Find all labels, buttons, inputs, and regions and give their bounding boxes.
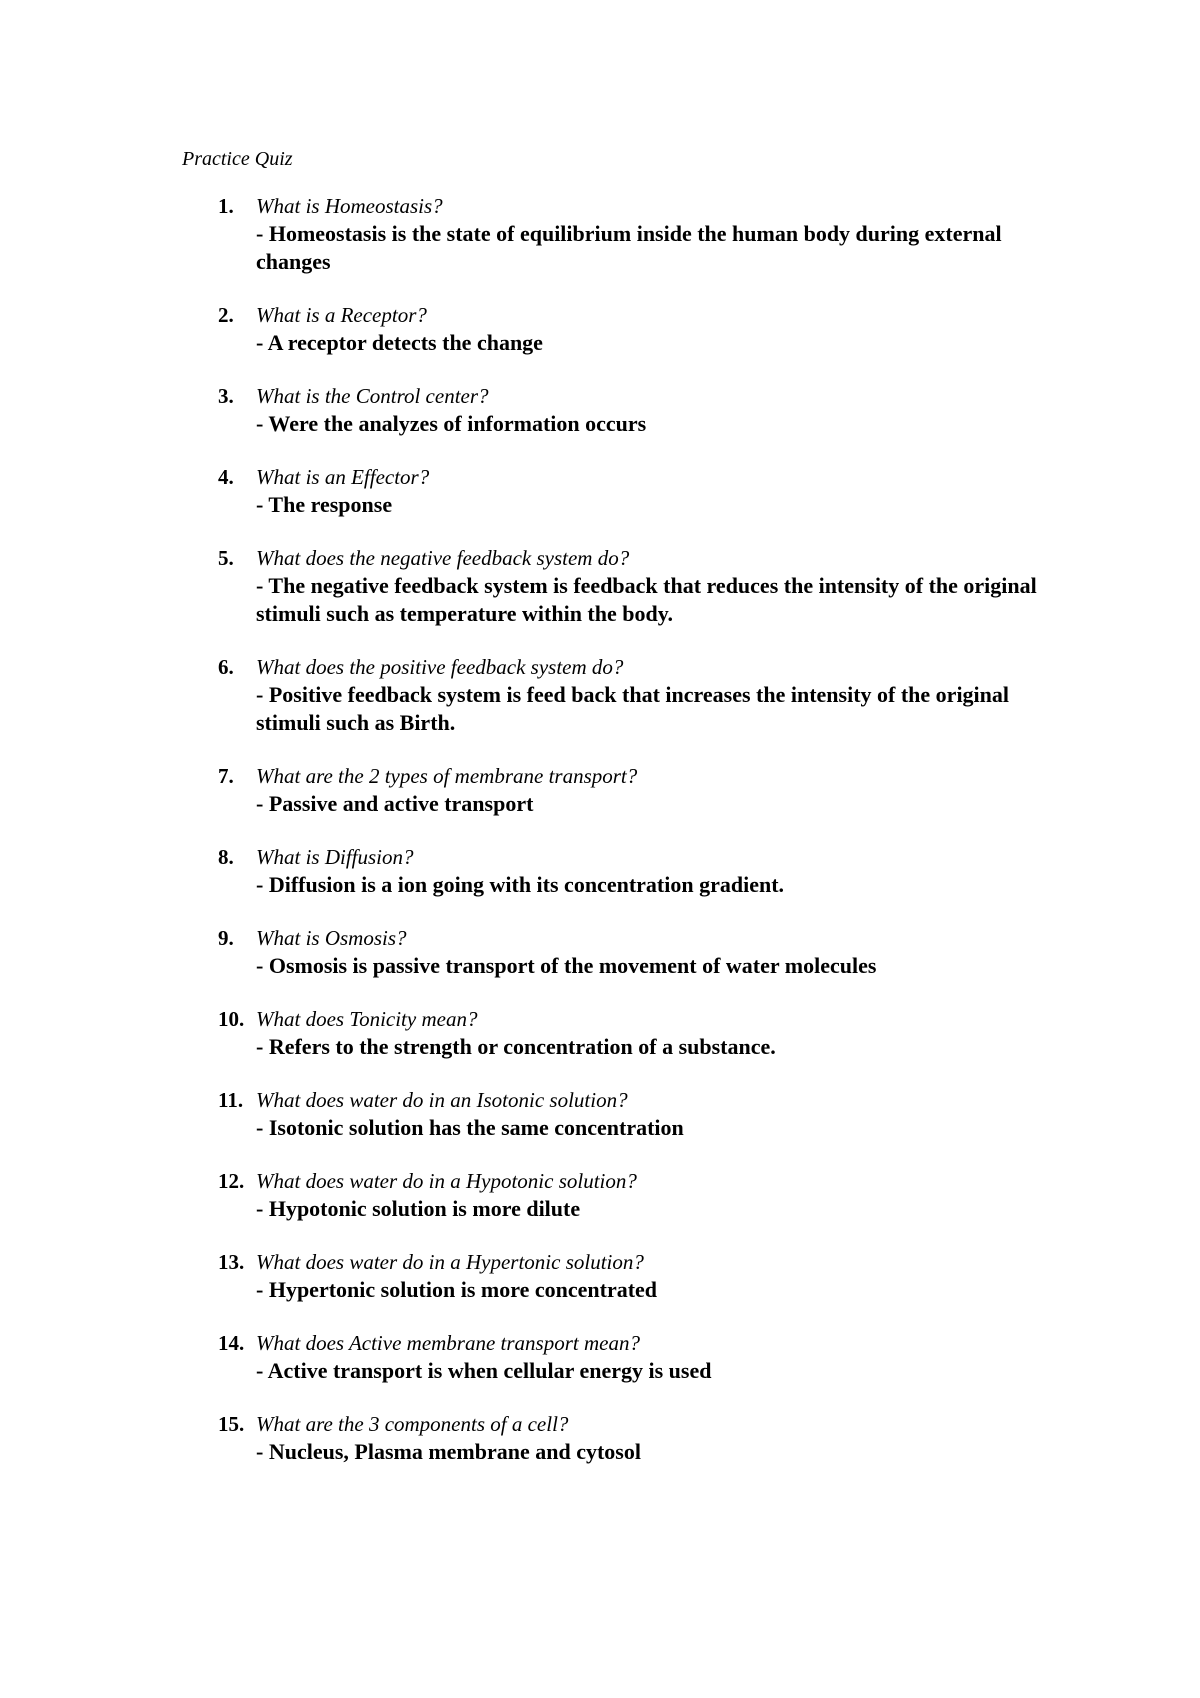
page-title: Practice Quiz <box>182 148 293 170</box>
question-number: 4. <box>218 465 234 489</box>
question-number: 10. <box>218 1007 245 1031</box>
question-text: What are the 2 types of membrane transport? <box>256 764 638 788</box>
question-text: What is Diffusion? <box>256 845 414 869</box>
quiz-item-2 <box>182 301 1042 357</box>
question-number: 11. <box>218 1088 244 1112</box>
question-text: What is an Effector? <box>256 465 430 489</box>
question-text: What is the Control center? <box>256 384 489 408</box>
answer-text: - Were the analyzes of information occurs <box>256 411 647 436</box>
quiz-item-14 <box>182 1329 1042 1385</box>
question-number: 2. <box>218 303 234 327</box>
quiz-item-10 <box>182 1005 1042 1061</box>
question-number: 12. <box>218 1169 245 1193</box>
question-text: What does water do in a Hypertonic solution? <box>256 1250 644 1274</box>
quiz-item-8 <box>182 843 1042 899</box>
question-text: What does the positive feedback system do? <box>256 655 624 679</box>
question-number: 3. <box>218 384 234 408</box>
answer-text: - Refers to the strength or concentration of a substance. <box>256 1034 776 1059</box>
quiz-item-13 <box>182 1248 1042 1304</box>
quiz-item-5 <box>182 544 1042 628</box>
answer-text: - The response <box>256 492 393 517</box>
quiz-item-15 <box>182 1410 1042 1466</box>
question-number: 1. <box>218 194 234 218</box>
answer-text: - Isotonic solution has the same concentration <box>256 1115 684 1140</box>
question-number: 8. <box>218 845 234 869</box>
quiz-item-4 <box>182 463 1042 519</box>
question-number: 14. <box>218 1331 245 1355</box>
quiz-item-9 <box>182 924 1042 980</box>
answer-text: - Passive and active transport <box>256 791 534 816</box>
question-number: 6. <box>218 655 234 679</box>
question-number: 13. <box>218 1250 245 1274</box>
question-text: What does water do in an Isotonic solution? <box>256 1088 628 1112</box>
question-number: 15. <box>218 1412 245 1436</box>
answer-text: - Osmosis is passive transport of the movement of water molecules <box>256 953 877 978</box>
question-number: 9. <box>218 926 234 950</box>
quiz-item-1 <box>182 192 1042 276</box>
quiz-item-6 <box>182 653 1042 737</box>
question-text: What does Tonicity mean? <box>256 1007 478 1031</box>
answer-text: - The negative feedback system is feedback that reduces the intensity of the original stimuli such as temperature within the body. <box>256 573 1037 626</box>
question-text: What are the 3 components of a cell? <box>256 1412 569 1436</box>
question-number: 5. <box>218 546 234 570</box>
quiz-item-12 <box>182 1167 1042 1223</box>
answer-text: - Active transport is when cellular energy is used <box>256 1358 712 1383</box>
quiz-item-3 <box>182 382 1042 438</box>
answer-text: - Diffusion is a ion going with its concentration gradient. <box>256 872 785 897</box>
question-text: What is Osmosis? <box>256 926 407 950</box>
quiz-item-7 <box>182 762 1042 818</box>
answer-text: - Homeostasis is the state of equilibrium inside the human body during external changes <box>256 221 1002 274</box>
quiz-list <box>182 192 1042 1491</box>
question-text: What is Homeostasis? <box>256 194 443 218</box>
question-text: What is a Receptor? <box>256 303 427 327</box>
answer-text: - Hypertonic solution is more concentrated <box>256 1277 658 1302</box>
answer-text: - Positive feedback system is feed back that increases the intensity of the original stimuli such as Birth. <box>256 682 1010 735</box>
quiz-item-11 <box>182 1086 1042 1142</box>
question-text: What does water do in a Hypotonic solution? <box>256 1169 637 1193</box>
question-text: What does Active membrane transport mean? <box>256 1331 640 1355</box>
answer-text: - Nucleus, Plasma membrane and cytosol <box>256 1439 641 1464</box>
question-number: 7. <box>218 764 234 788</box>
answer-text: - Hypotonic solution is more dilute <box>256 1196 581 1221</box>
question-text: What does the negative feedback system do? <box>256 546 630 570</box>
answer-text: - A receptor detects the change <box>256 330 543 355</box>
